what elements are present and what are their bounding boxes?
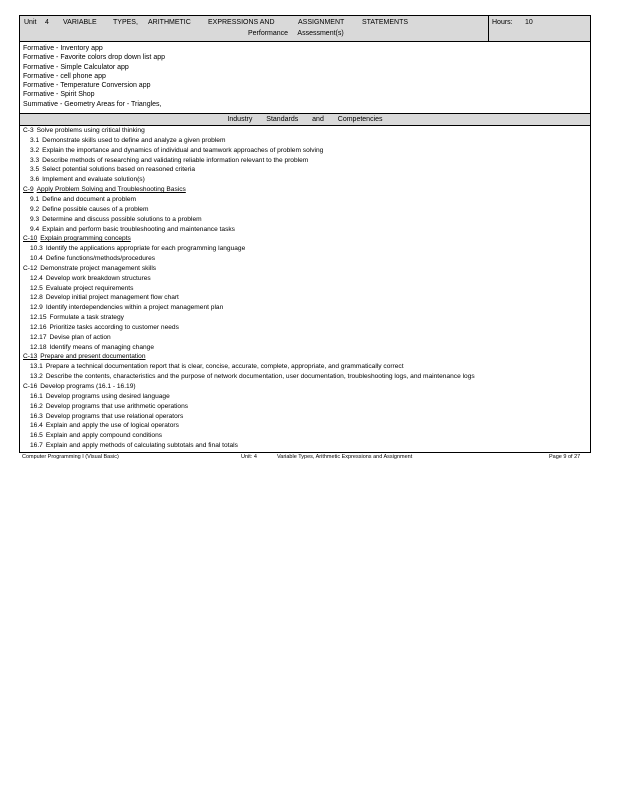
assessment-list [19,42,591,113]
item-text: Identify the applications appropriate for each programming language [45,245,246,253]
item-text: Evaluate project requirements [45,284,134,292]
competency-heading [23,185,587,195]
competency-list [19,126,591,453]
page-footer [19,454,591,462]
competency-title: Explain programming concepts [40,235,131,243]
competency-item [23,392,587,402]
item-text: Explain the importance and dynamics of individual and teamwork approaches of problem solving [42,146,324,154]
unit-title-word: STATEMENTS [362,19,409,26]
competency-item [23,431,587,441]
competency-item [23,165,587,175]
hours-value: 10 [525,19,533,26]
competency-heading [23,382,587,392]
competency-item [23,303,587,313]
item-text: Implement and evaluate solution(s) [42,176,145,184]
item-number: 9.3 [30,215,40,223]
item-number: 3.3 [30,156,40,164]
item-number: 16.7 [30,442,43,450]
competency-item [23,225,587,235]
competency-code: C-16 [23,383,38,391]
competency-item [23,205,587,215]
assessment-item: Formative - cell phone app [23,72,106,80]
assessment-item: Summative - Geometry Areas for - Triangles, [23,100,162,108]
assessment-item: Formative - Spirit Shop [23,91,95,99]
footer-unit-title: Variable Types, Arithmetic Expressions and Assignment [277,454,413,460]
competency-title: Apply Problem Solving and Troubleshooting Basics [36,186,186,194]
item-number: 12.9 [30,304,43,312]
unit-header [19,15,591,42]
section-title: Industry Standards and Competencies [19,113,591,126]
competency-item [23,412,587,422]
item-text: Describe methods of researching and validating reliable information relevant to the problem [42,156,309,164]
unit-title-word: ASSIGNMENT [298,19,345,26]
competency-code: C-12 [23,264,38,272]
hours-label: Hours: [492,19,513,26]
unit-number: 4 [45,19,49,26]
item-text: Develop programs that use arithmetic operations [45,402,189,410]
item-number: 12.15 [30,314,47,322]
item-number: 3.6 [30,176,40,184]
item-text: Explain and perform basic troubleshooting and maintenance tasks [42,225,235,233]
competency-item [23,293,587,303]
competency-title: Solve problems using critical thinking [36,127,145,135]
competency-item [23,156,587,166]
item-text: Develop programs that use relational operators [45,412,184,420]
item-text: Define and document a problem [42,195,137,203]
item-number: 12.17 [30,333,47,341]
competency-item [23,421,587,431]
competency-item [23,215,587,225]
item-number: 16.1 [30,392,43,400]
header-subtitle: Performance Assessment(s) [248,30,344,37]
item-number: 16.4 [30,422,43,430]
footer-unit: Unit: 4 [241,454,257,460]
competency-item [23,343,587,353]
competency-heading [23,126,587,136]
item-text: Develop programs using desired language [45,392,170,400]
item-text: Describe the contents, characteristics and the purpose of network documentation, user documentation, troubleshooting logs, and maintenance logs [45,373,475,381]
unit-title-word: ARITHMETIC [148,19,191,26]
competency-title: Demonstrate project management skills [40,264,157,272]
competency-item [23,333,587,343]
competency-item [23,244,587,254]
item-text: Explain and apply compound conditions [45,432,163,440]
assessment-item: Formative - Simple Calculator app [23,63,129,71]
item-text: Prepare a technical documentation report that is clear, concise, accurate, complete, appropriate, and grammatically correct [45,363,404,371]
item-text: Prioritize tasks according to customer needs [49,323,179,331]
unit-title-word: EXPRESSIONS AND [208,19,275,26]
competency-heading [23,234,587,244]
competency-item [23,195,587,205]
item-number: 3.1 [30,136,40,144]
item-number: 10.3 [30,245,43,253]
unit-label: Unit [24,19,37,26]
competency-code: C-3 [23,127,34,135]
item-number: 12.18 [30,343,47,351]
competency-item [23,372,587,382]
item-number: 13.1 [30,363,43,371]
item-number: 12.16 [30,323,47,331]
item-number: 3.2 [30,146,40,154]
header-divider [488,16,489,41]
item-number: 12.4 [30,274,43,282]
footer-page: Page 9 of 27 [549,454,581,460]
competency-title: Prepare and present documentation [40,353,146,361]
competency-item [23,274,587,284]
item-number: 9.4 [30,225,40,233]
item-number: 10.4 [30,255,43,263]
item-text: Identify means of managing change [49,343,154,351]
competency-item [23,146,587,156]
competency-code: C-13 [23,353,38,361]
competency-item [23,284,587,294]
competency-item [23,136,587,146]
document-page [19,15,591,453]
competency-item [23,313,587,323]
item-number: 16.5 [30,432,43,440]
competency-item [23,402,587,412]
item-text: Determine and discuss possible solutions to a problem [42,215,202,223]
competency-item [23,254,587,264]
competency-item [23,441,587,451]
assessment-item: Formative - Inventory app [23,45,103,52]
item-number: 9.1 [30,195,40,203]
item-number: 3.5 [30,166,40,174]
competency-title: Develop programs (16.1 - 16.19) [40,383,136,391]
competency-code: C-9 [23,186,34,194]
competency-heading [23,264,587,274]
item-text: Define functions/methods/procedures [45,255,156,263]
assessment-item: Formative - Temperature Conversion app [23,82,151,90]
unit-title-word: TYPES, [113,19,138,26]
assessment-item: Formative - Favorite colors drop down list app [23,54,165,62]
competency-item [23,362,587,372]
competency-item [23,323,587,333]
item-text: Define possible causes of a problem [42,205,149,213]
item-number: 16.3 [30,412,43,420]
item-number: 16.2 [30,402,43,410]
item-number: 12.5 [30,284,43,292]
competency-heading [23,352,587,362]
item-text: Develop initial project management flow chart [45,294,179,302]
footer-course: Computer Programming I (Visual Basic) [22,454,119,460]
item-text: Formulate a task strategy [49,314,124,322]
competency-code: C-10 [23,235,38,243]
item-text: Identify interdependencies within a project management plan [45,304,224,312]
unit-title-word: VARIABLE [63,19,97,26]
item-text: Develop work breakdown structures [45,274,151,282]
item-text: Demonstrate skills used to define and analyze a given problem [42,136,226,144]
competency-item [23,175,587,185]
item-text: Explain and apply methods of calculating subtotals and final totals [45,442,238,450]
item-number: 12.8 [30,294,43,302]
item-number: 13.2 [30,373,43,381]
item-number: 9.2 [30,205,40,213]
item-text: Devise plan of action [49,333,111,341]
item-text: Select potential solutions based on reasoned criteria [42,166,196,174]
item-text: Explain and apply the use of logical operators [45,422,179,430]
